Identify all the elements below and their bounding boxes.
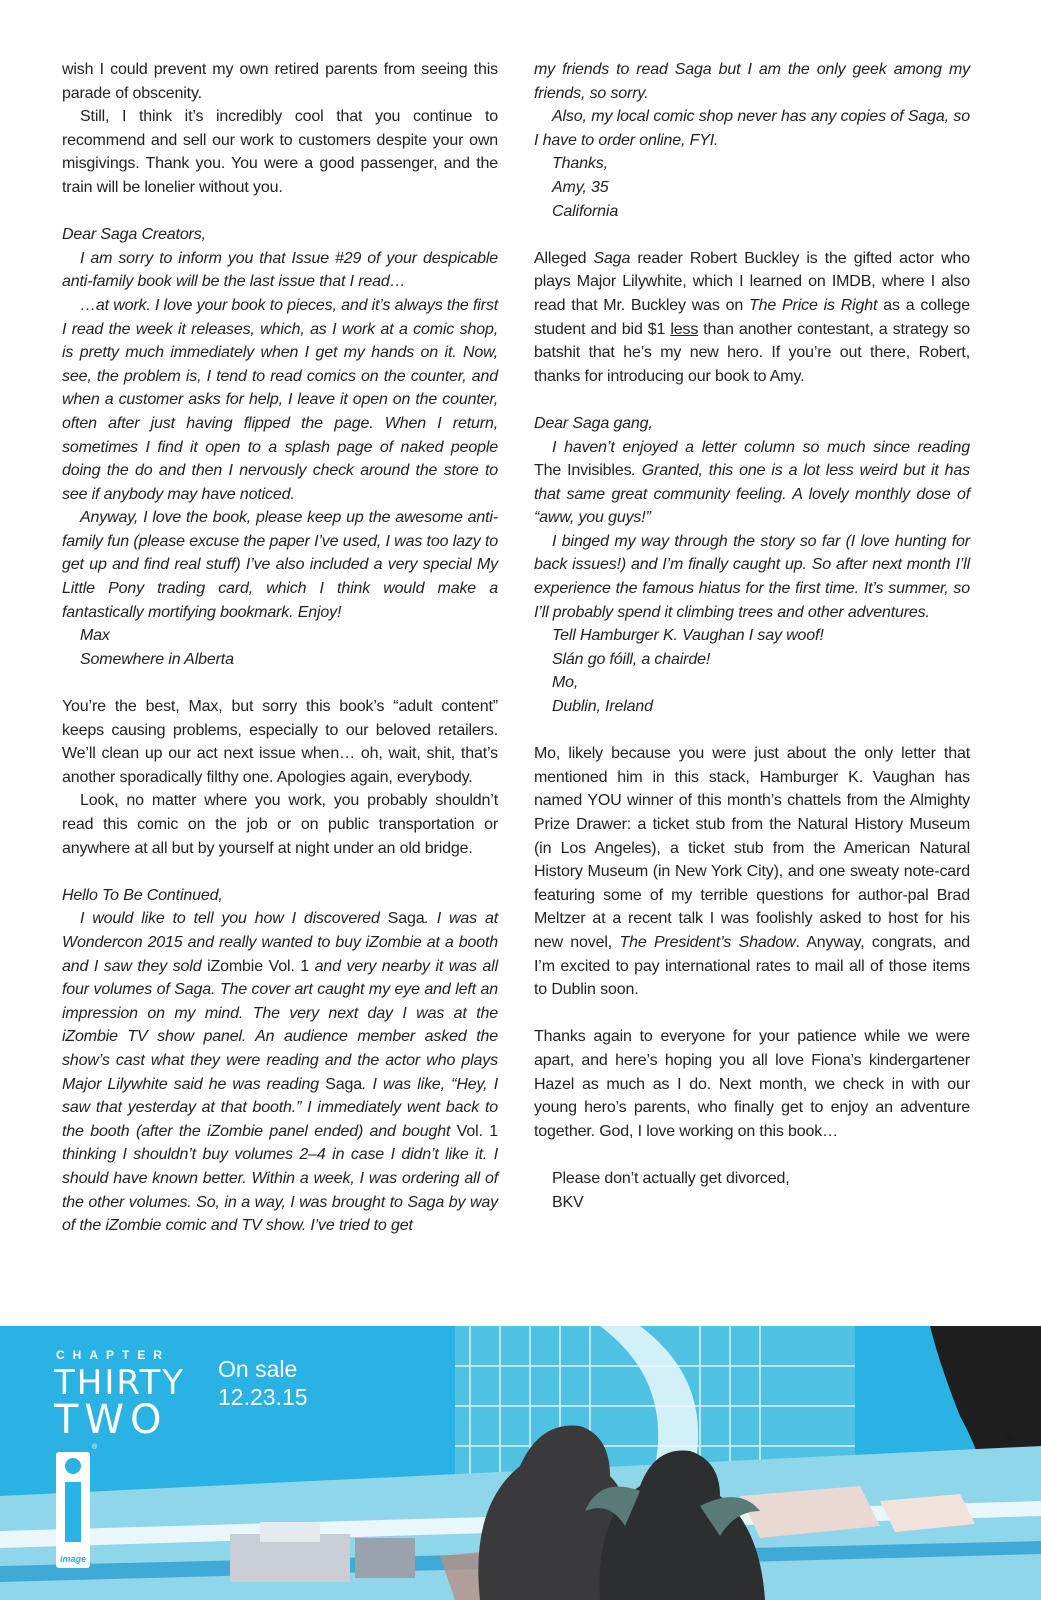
signoff-name: BKV <box>552 1193 584 1211</box>
letter-signature-thanks: Thanks, <box>552 155 608 173</box>
letter-paragraph: I would like to tell you how I discovered Saga. I was at Wondercon 2015 and really wanted to buy iZombie at a booth and I saw they sold iZombie Vol. 1 and very nearby it was all four volumes of Saga. The cover art caught my eye and left an impression on my mind. The very next day I was at the iZombie TV show panel. An audience member asked the show’s cast what they were reading and the actor who plays Major Lilywhite said he was reading Saga. I was like, “Hey, I saw that yesterday at that booth.” I immediately went back to the booth (after the iZombie panel ended) and bought Vol. 1 thinking I shouldn’t buy volumes 2–4 in case I didn’t like it. I should have known better. Within a week, I was ordering all of the other volumes. So, in a way, I was brought to Saga by way of the iZombie comic and TV show. I’ve tried to get <box>62 910 498 1235</box>
letter-paragraph: Anyway, I love the book, please keep up the awesome anti-family fun (please excuse the paper I’ve used, I was too lazy to get up and find real stuff) I’ve also included a very special My Little Pony trading card, which I think would make a fantastically mortifying bookmark. Enjoy! <box>62 509 498 621</box>
signoff-text: Please don’t actually get divorced, <box>552 1169 790 1187</box>
logo-bar <box>65 1482 81 1542</box>
next-issue-banner <box>0 1326 1041 1600</box>
letter-continued-text: wish I could prevent my own retired parents from seeing this parade of obscenity. <box>62 61 498 102</box>
letter-paragraph: I binged my way through the story so far (I love hunting for back issues!) and I’m finally caught up. So after next month I’ll experience the famous hiatus for the first time. It’s summer, so I’ll probably spend it climbing trees and other adventures. <box>534 532 970 621</box>
letter-salutation: Dear Saga gang, <box>534 414 653 432</box>
on-sale-date: 12.23.15 <box>218 1384 308 1410</box>
trademark-mark: TM <box>1004 1436 1015 1443</box>
letter-paragraph: Slán go fóill, a chairde! <box>552 650 711 668</box>
reply-text: Mo, likely because you were just about the only letter that mentioned him in this stack, Hamburger K. Vaughan has named YOU winner of this month’s chattels from the Almighty Prize Drawer: a ticket stub from the Natural History Museum (in Los Angeles), a ticket stub from the American Natural History Museum (in New York City), and one sweaty note-card featuring some of my terrible questions for author-pal Brad Meltzer at a recent talk I was foolishly asked to host for his new novel, The President’s Shadow. Anyway, congrats, and I’m excited to pay international rates to mail all of those items to Dublin soon. <box>534 745 970 999</box>
closing-text: Thanks again to everyone for your patience while we were apart, and here’s hoping you all love Fiona’s kindergartener Hazel as much as I do. Next month, we check in with our young hero’s parents, who finally get to enjoy an adventure together. God, I love working on this book… <box>534 1028 970 1140</box>
letter-signature-name: Max <box>80 627 110 645</box>
chapter-label: CHAPTER <box>56 1348 171 1362</box>
letter-salutation: Hello To Be Continued, <box>62 886 223 904</box>
chapter-number-line2: TWO <box>54 1397 168 1443</box>
letter-signature-place: California <box>552 202 619 220</box>
letter-salutation: Dear Saga Creators, <box>62 226 206 244</box>
letters-column-left <box>62 58 498 1238</box>
low-building-roof <box>260 1522 320 1542</box>
letter-paragraph: Tell Hamburger K. Vaughan I say woof! <box>552 627 824 645</box>
reply-text: Alleged Saga reader Robert Buckley is the gifted actor who plays Major Lilywhite, which I learned on IMDB, where I also read that Mr. Buckley was on The Price is Right as a college student and bid $1 less than another contestant, a strategy so batshit that he’s my new hero. If you’re out there, Robert, thanks for introducing our book to Amy. <box>534 249 970 385</box>
reply-text: You’re the best, Max, but sorry this book’s “adult content” keeps causing problems, especially to our beloved retailers. We’ll clean up our act next issue when… oh, wait, shit, that’s another sporadically filthy one. Apologies again, everybody. <box>62 698 498 786</box>
letters-column-right <box>534 58 970 1214</box>
image-comics-logo <box>56 1452 90 1568</box>
letter-paragraph: I am sorry to inform you that Issue #29 of your despicable anti-family book will be the last issue that I read… <box>62 249 498 291</box>
letter-paragraph: I haven’t enjoyed a letter column so much since reading The Invisibles. Granted, this one is a lot less weird but it has that same great community feeling. A lovely monthly dose of “aww, you guys!” <box>534 438 970 527</box>
letter-signature-name: Mo, <box>552 674 579 692</box>
letter-signature-name: Amy, 35 <box>552 178 609 196</box>
reply-text: Look, no matter where you work, you probably shouldn’t read this comic on the job or on public transportation or anywhere at all but by yourself at night under an old bridge. <box>62 792 498 857</box>
logo-word: image <box>59 1554 86 1564</box>
on-sale-label: On sale <box>218 1356 298 1382</box>
chapter-number-line1: THIRTY <box>54 1363 186 1403</box>
letter-paragraph: …at work. I love your book to pieces, and it’s always the first I read the week it releases, which, as I work at a comic shop, is pretty much immediately when I get my hands on it. Now, see, the problem is, I tend to read comics on the counter, and when a customer asks for help, I leave it open on the counter, often after just having flipped the page. When I return, sometimes I find it open to a splash page of naked people doing the do and then I nervously check around the store to see if anybody may have noticed. <box>62 296 499 503</box>
letter-signature-place: Dublin, Ireland <box>552 698 653 716</box>
registered-mark: ® <box>92 1444 98 1451</box>
reply-text: Still, I think it’s incredibly cool that you continue to recommend and sell our work to customers despite your own misgivings. Thank you. You were a good passenger, and the train will be lonelier without you. <box>62 108 498 196</box>
low-building <box>355 1538 415 1578</box>
letter-paragraph: my friends to read Saga but I am the only geek among my friends, so sorry. <box>534 61 970 102</box>
letter-signature-place: Somewhere in Alberta <box>80 650 234 668</box>
letter-paragraph: Also, my local comic shop never has any copies of Saga, so I have to order online, FYI. <box>534 108 970 149</box>
logo-dot <box>65 1458 81 1474</box>
